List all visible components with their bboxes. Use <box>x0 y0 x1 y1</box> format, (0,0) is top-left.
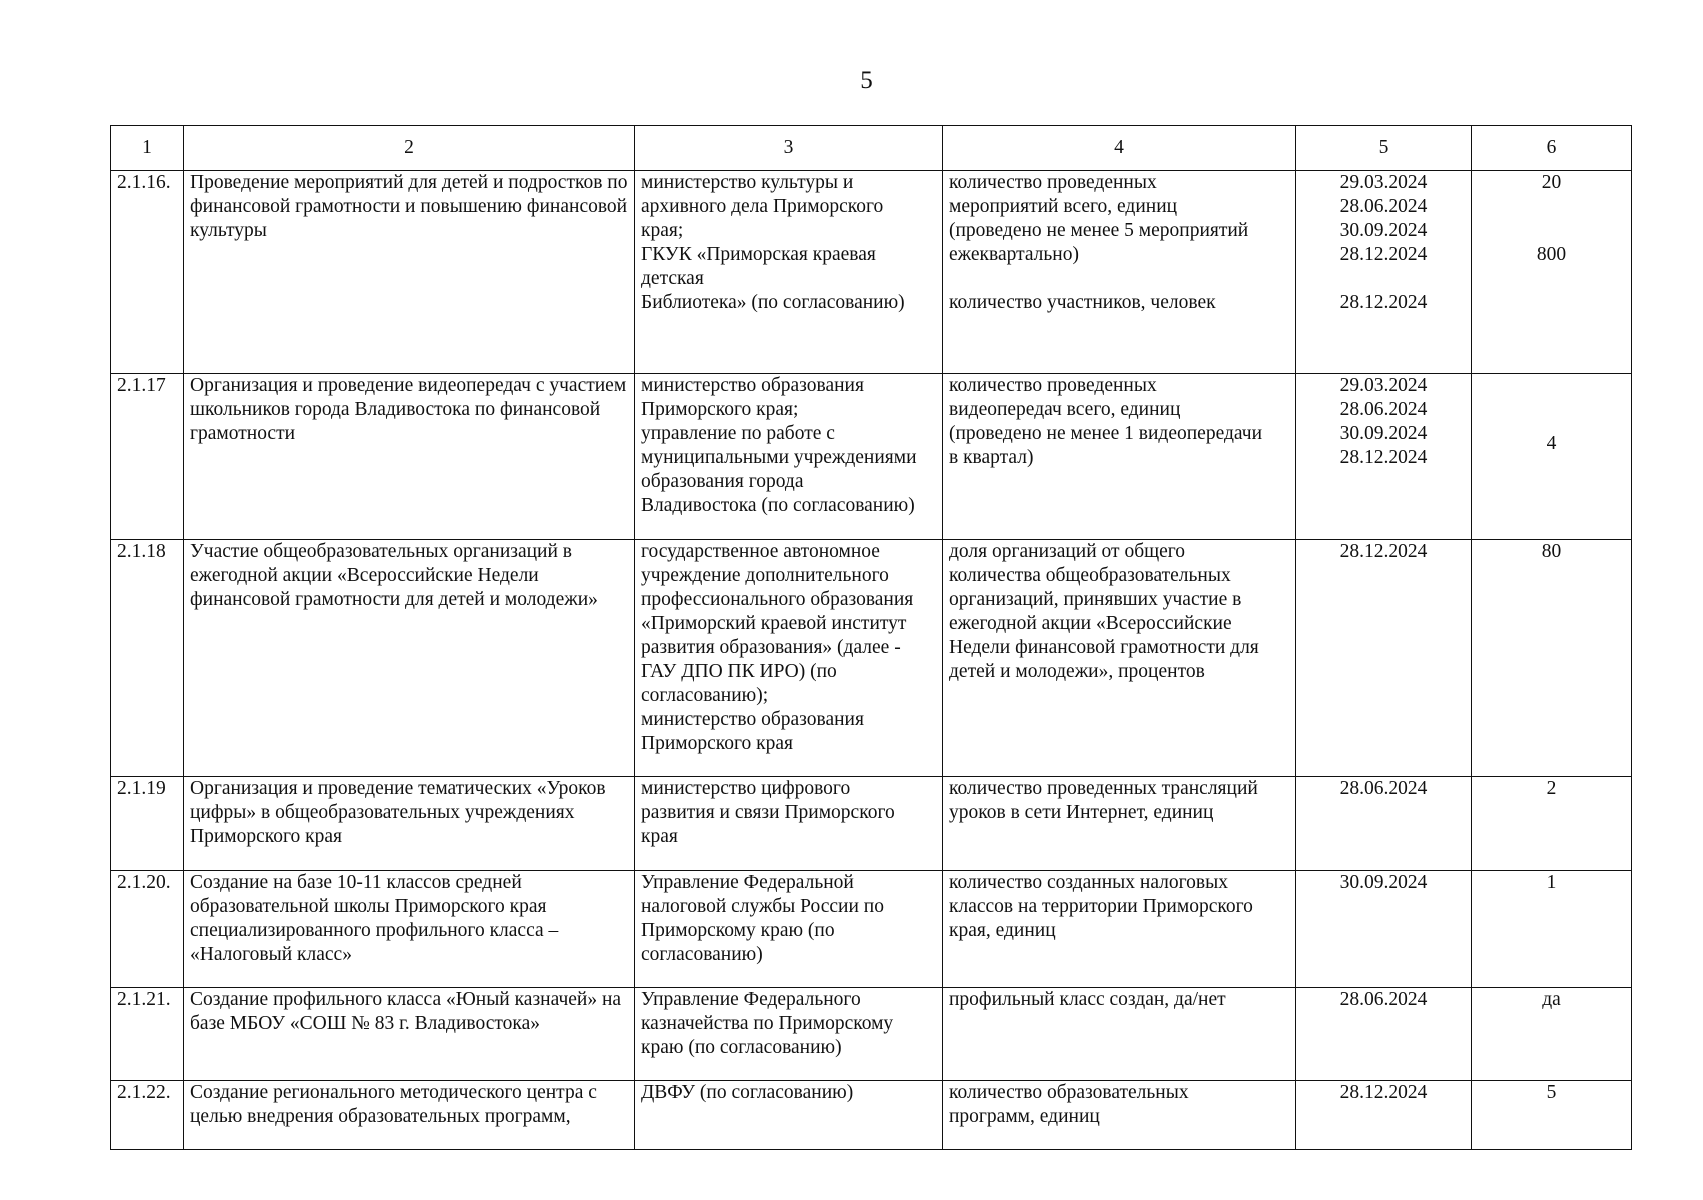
indicator-cell <box>943 777 1296 871</box>
header-col-2: 2 <box>184 126 635 171</box>
executor-line: Управление Федеральной <box>641 872 854 893</box>
header-col-4: 4 <box>943 126 1296 171</box>
activity-cell: Организация и проведение видеопередач с участием школьников города Владивостока по финансовой грамотности <box>184 374 635 540</box>
spacer <box>949 267 1289 291</box>
indicator-line: количество проведенных <box>949 172 1157 193</box>
dates-cell <box>1296 1081 1472 1150</box>
indicator-line: видеопередач всего, единиц <box>949 399 1181 420</box>
date-value: 28.12.2024 <box>1339 447 1428 468</box>
table-row <box>111 988 1632 1081</box>
target-value: 1 <box>1546 872 1557 893</box>
executor-line: развития и связи Приморского <box>641 802 895 823</box>
executor-line: «Приморский краевой институт <box>641 613 907 634</box>
indicator-line: количество проведенных <box>949 375 1157 396</box>
value-cell <box>1472 374 1632 540</box>
dates-cell <box>1296 871 1472 988</box>
row-number: 2.1.20. <box>111 871 184 988</box>
spacer <box>1302 267 1465 291</box>
date-value: 28.06.2024 <box>1339 778 1428 799</box>
indicator-cell <box>943 988 1296 1081</box>
executor-line: края; <box>641 220 684 241</box>
indicator-line: ежегодной акции «Всероссийские <box>949 613 1232 634</box>
executor-line: налоговой службы России по <box>641 896 884 917</box>
executor-line: краю (по согласованию) <box>641 1037 842 1058</box>
date-value: 28.12.2024 <box>1339 541 1428 562</box>
date-value: 28.06.2024 <box>1339 399 1428 420</box>
date-value: 30.09.2024 <box>1339 872 1428 893</box>
executor-cell <box>635 988 943 1081</box>
value-cell <box>1472 988 1632 1081</box>
executor-line: Владивостока (по согласованию) <box>641 495 915 516</box>
executor-line: развития образования» (далее - <box>641 637 901 658</box>
executor-cell <box>635 171 943 374</box>
table-row <box>111 777 1632 871</box>
executor-line: казначейства по Приморскому <box>641 1013 894 1034</box>
target-value: 80 <box>1541 541 1562 562</box>
executor-line: архивного дела Приморского <box>641 196 884 217</box>
executor-line: муниципальными учреждениями <box>641 447 917 468</box>
indicator-line: классов на территории Приморского <box>949 896 1253 917</box>
executor-cell <box>635 1081 943 1150</box>
executor-line: согласованию); <box>641 685 769 706</box>
executor-cell <box>635 540 943 777</box>
date-value: 28.12.2024 <box>1339 244 1428 265</box>
executor-line: министерство цифрового <box>641 778 851 799</box>
header-col-1: 1 <box>111 126 184 171</box>
indicator-line: количества общеобразовательных <box>949 565 1231 586</box>
executor-line: края <box>641 826 678 847</box>
dates-cell <box>1296 540 1472 777</box>
activity-cell: Организация и проведение тематических «Уроков цифры» в общеобразовательных учреждениях Приморского края <box>184 777 635 871</box>
executor-line: Приморскому краю (по <box>641 920 835 941</box>
indicator-line: количество проведенных трансляций <box>949 778 1258 799</box>
row-number: 2.1.21. <box>111 988 184 1081</box>
executor-cell <box>635 374 943 540</box>
executor-line: образования города <box>641 471 804 492</box>
table-row <box>111 374 1632 540</box>
activity-cell: Создание профильного класса «Юный казначей» на базе МБОУ «СОШ № 83 г. Владивостока» <box>184 988 635 1081</box>
indicator-cell <box>943 871 1296 988</box>
target-value: 800 <box>1536 244 1567 265</box>
activity-cell: Проведение мероприятий для детей и подростков по финансовой грамотности и повышению финансовой культуры <box>184 171 635 374</box>
executor-line: ГКУК «Приморская краевая <box>641 244 876 265</box>
indicator-line: количество участников, человек <box>949 292 1216 313</box>
indicator-line: (проведено не менее 5 мероприятий <box>949 220 1249 241</box>
activity-cell: Создание на базе 10-11 классов средней образовательной школы Приморского края специализированного профильного класса – «Налоговый класс» <box>184 871 635 988</box>
executor-line: Приморского края <box>641 733 793 754</box>
header-col-3: 3 <box>635 126 943 171</box>
indicator-line: детей и молодежи», процентов <box>949 661 1205 682</box>
indicator-line: количество созданных налоговых <box>949 872 1228 893</box>
date-value: 28.12.2024 <box>1339 1082 1428 1103</box>
executor-line: министерство образования <box>641 709 864 730</box>
header-col-6: 6 <box>1472 126 1632 171</box>
value-cell <box>1472 871 1632 988</box>
dates-cell <box>1296 988 1472 1081</box>
executor-line: министерство образования <box>641 375 864 396</box>
date-value: 30.09.2024 <box>1339 423 1428 444</box>
date-value: 28.06.2024 <box>1339 196 1428 217</box>
indicator-line: количество образовательных <box>949 1082 1189 1103</box>
indicator-cell <box>943 540 1296 777</box>
target-value: 20 <box>1541 172 1562 193</box>
date-value: 29.03.2024 <box>1339 172 1428 193</box>
date-value: 28.06.2024 <box>1339 989 1428 1010</box>
value-cell <box>1472 1081 1632 1150</box>
value-cell <box>1472 777 1632 871</box>
dates-cell <box>1296 777 1472 871</box>
indicator-cell <box>943 374 1296 540</box>
header-col-5: 5 <box>1296 126 1472 171</box>
activity-cell: Создание регионального методического центра с целью внедрения образовательных программ, <box>184 1081 635 1150</box>
target-value: да <box>1542 989 1561 1010</box>
target-value: 4 <box>1546 433 1557 454</box>
indicator-line: в квартал) <box>949 447 1034 468</box>
value-cell <box>1472 171 1632 374</box>
row-number: 2.1.16. <box>111 171 184 374</box>
indicator-cell <box>943 171 1296 374</box>
executor-line: министерство культуры и <box>641 172 854 193</box>
indicator-line: края, единиц <box>949 920 1056 941</box>
executor-line: детская <box>641 268 704 289</box>
value-cell <box>1472 540 1632 777</box>
executor-line: профессионального образования <box>641 589 914 610</box>
table-row <box>111 871 1632 988</box>
table-row <box>111 540 1632 777</box>
row-number: 2.1.22. <box>111 1081 184 1150</box>
executor-line: согласованию) <box>641 944 763 965</box>
executor-line: учреждение дополнительного <box>641 565 889 586</box>
dates-cell <box>1296 171 1472 374</box>
date-value: 30.09.2024 <box>1339 220 1428 241</box>
header-row <box>111 126 1632 171</box>
indicator-line: уроков в сети Интернет, единиц <box>949 802 1214 823</box>
activity-cell: Участие общеобразовательных организаций в ежегодной акции «Всероссийские Недели финансовой грамотности для детей и молодежи» <box>184 540 635 777</box>
table-row <box>111 1081 1632 1150</box>
indicator-line: доля организаций от общего <box>949 541 1186 562</box>
row-number: 2.1.17 <box>111 374 184 540</box>
table-row <box>111 171 1632 374</box>
date-value: 28.12.2024 <box>1339 292 1428 313</box>
row-number: 2.1.19 <box>111 777 184 871</box>
indicator-line: Недели финансовой грамотности для <box>949 637 1259 658</box>
indicator-line: ежеквартально) <box>949 244 1079 265</box>
date-value: 29.03.2024 <box>1339 375 1428 396</box>
executor-line: ГАУ ДПО ПК ИРО) (по <box>641 661 837 682</box>
indicator-line: мероприятий всего, единиц <box>949 196 1178 217</box>
executor-line: ДВФУ (по согласованию) <box>641 1082 854 1103</box>
activities-table <box>110 125 1632 1150</box>
indicator-line: профильный класс создан, да/нет <box>949 989 1226 1010</box>
target-value: 5 <box>1546 1082 1557 1103</box>
executor-cell <box>635 871 943 988</box>
executor-line: управление по работе с <box>641 423 835 444</box>
target-value: 2 <box>1546 778 1557 799</box>
indicator-line: (проведено не менее 1 видеопередачи <box>949 423 1263 444</box>
indicator-line: организаций, принявших участие в <box>949 589 1242 610</box>
indicator-line: программ, единиц <box>949 1106 1100 1127</box>
executor-line: государственное автономное <box>641 541 880 562</box>
executor-line: Управление Федерального <box>641 989 861 1010</box>
executor-cell <box>635 777 943 871</box>
indicator-cell <box>943 1081 1296 1150</box>
page-number: 5 <box>860 67 873 94</box>
executor-line: Приморского края; <box>641 399 799 420</box>
dates-cell <box>1296 374 1472 540</box>
row-number: 2.1.18 <box>111 540 184 777</box>
executor-line: Библиотека» (по согласованию) <box>641 292 905 313</box>
